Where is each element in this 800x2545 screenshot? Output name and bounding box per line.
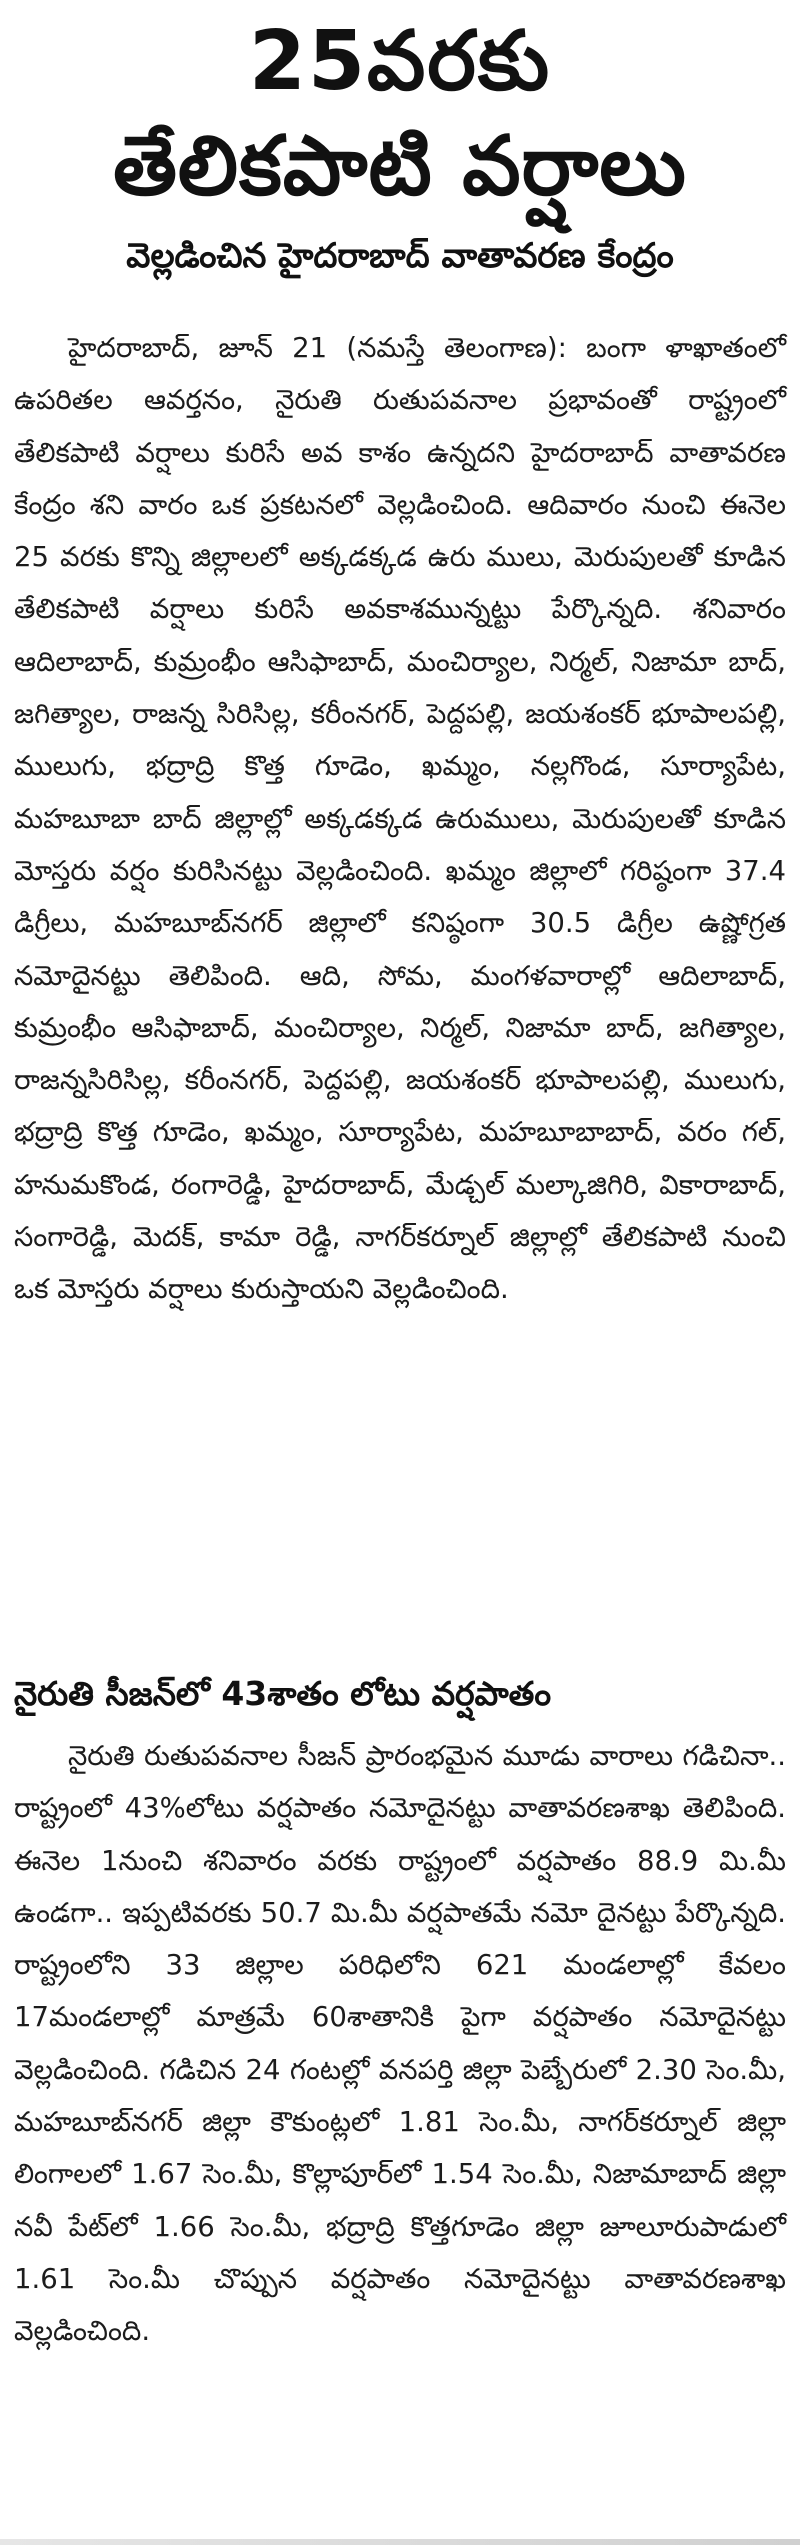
page-bottom-border	[0, 2539, 800, 2545]
article-paragraph-2: నైరుతి రుతుపవనాల సీజన్ ప్రారంభమైన మూడు వారాలు గడిచినా.. రాష్ట్రంలో 43%లోటు వర్షపాతం నమోదైనట్టు వాతావరణశాఖ తెలిపింది. ఈనెల 1నుంచి శనివారం వరకు రాష్ట్రంలో వర్షపాతం 88.9 మి.మీ ఉండగా.. ఇప్పటివరకు 50.7 మి.మీ వర్షపాతమే నమో దైనట్టు పేర్కొన్నది. రాష్ట్రంలోని 33 జిల్లాల పరిధిలోని 621 మండలాల్లో కేవలం 17మండలాల్లో మాత్రమే 60శాతానికి పైగా వర్షపాతం నమోదైనట్టు వెల్లడించింది. గడిచిన 24 గంటల్లో వనపర్తి జిల్లా పెబ్బేరులో 2.30 సెం.మీ, మహబూబ్‌నగర్ జిల్లా కౌకుంట్లలో 1.81 సెం.మీ, నాగర్‌కర్నూల్ జిల్లా లింగాలలో 1.67 సెం.మీ, కొల్లాపూర్‌లో 1.54 సెం.మీ, నిజామాబాద్ జిల్లా నవీ పేట్‌లో 1.66 సెం.మీ, భద్రాద్రి కొత్తగూడెం జిల్లా జూలూరుపాడులో 1.61 సెం.మీ చొప్పున వర్షపాతం నమోదైనట్టు వాతావరణశాఖ వెల్లడించింది.	[14, 1740, 786, 2348]
headline-line-1: 25వరకు	[248, 14, 552, 109]
subheadline: వెల్లడించిన హైదరాబాద్ వాతావరణ కేంద్రం	[126, 236, 674, 276]
section-heading: నైరుతి సీజన్‌లో 43శాతం లోటు వర్షపాతం	[14, 1674, 552, 1713]
article-paragraph-1: హైదరాబాద్, జూన్ 21 (నమస్తే తెలంగాణ): బంగా ళాఖాతంలో ఉపరితల ఆవర్తనం, నైరుతి రుతుపవనాల ప్రభావంతో రాష్ట్రంలో తేలికపాటి వర్షాలు కురిసే అవ కాశం ఉన్నదని హైదరాబాద్ వాతావరణ కేంద్రం శని వారం ఒక ప్రకటనలో వెల్లడించింది. ఆదివారం నుంచి ఈనెల 25 వరకు కొన్ని జిల్లాలలో అక్కడక్కడ ఉరు ములు, మెరుపులతో కూడిన తేలికపాటి వర్షాలు కురిసే అవకాశమున్నట్టు పేర్కొన్నది. శనివారం ఆదిలాబాద్, కుమ్రంభీం ఆసిఫాబాద్, మంచిర్యాల, నిర్మల్, నిజామా బాద్, జగిత్యాల, రాజన్న సిరిసిల్ల, కరీంనగర్, పెద్దపల్లి, జయశంకర్ భూపాలపల్లి, ములుగు, భద్రాద్రి కొత్త గూడెం, ఖమ్మం, నల్లగొండ, సూర్యాపేట, మహబూబా బాద్ జిల్లాల్లో అక్కడక్కడ ఉరుములు, మెరుపులతో కూడిన మోస్తరు వర్షం కురిసినట్టు వెల్లడించింది. ఖమ్మం జిల్లాలో గరిష్ఠంగా 37.4 డిగ్రీలు, మహబూబ్‌నగర్ జిల్లాలో కనిష్ఠంగా 30.5 డిగ్రీల ఉష్ణోగ్రత నమోదైనట్టు తెలిపింది. ఆది, సోమ, మంగళవారాల్లో ఆదిలాబాద్, కుమ్రంభీం ఆసిఫాబాద్, మంచిర్యాల, నిర్మల్, నిజామా బాద్, జగిత్యాల, రాజన్నసిరిసిల్ల, కరీంనగర్, పెద్దపల్లి, జయశంకర్ భూపాలపల్లి, ములుగు, భద్రాద్రి కొత్త గూడెం, ఖమ్మం, సూర్యాపేట, మహబూబాబాద్, వరం గల్, హనుమకొండ, రంగారెడ్డి, హైదరాబాద్, మేడ్చల్ మల్కాజిగిరి, వికారాబాద్, సంగారెడ్డి, మెదక్, కామా రెడ్డి, నాగర్‌కర్నూల్ జిల్లాల్లో తేలికపాటి నుంచి ఒక మోస్తరు వర్షాలు కురుస్తాయని వెల్లడించింది.	[14, 332, 786, 1306]
headline-line-2: తేలికపాటి వర్షాలు	[113, 119, 687, 214]
